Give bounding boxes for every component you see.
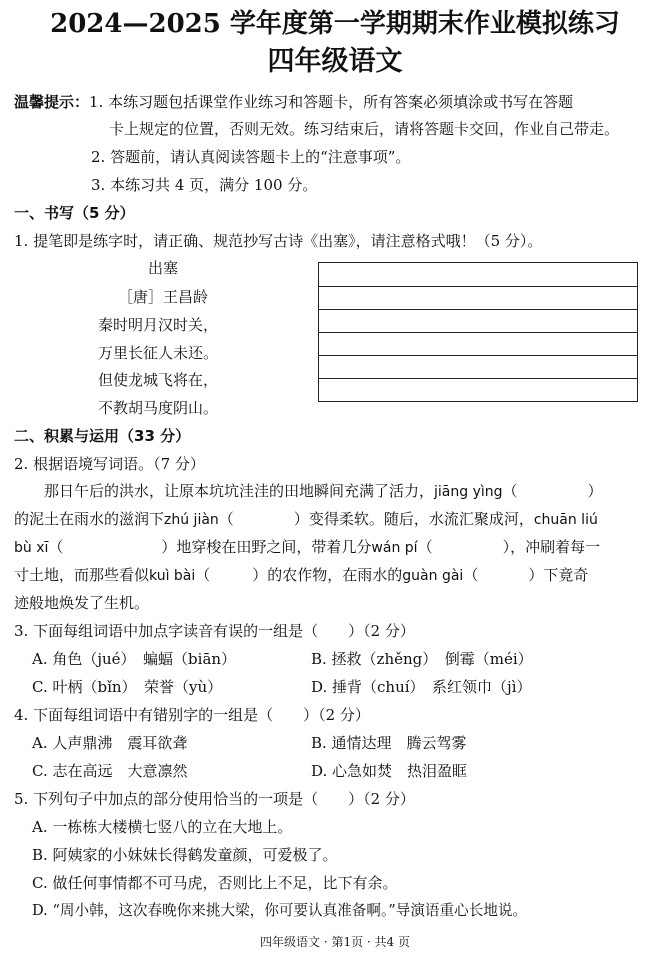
writing-rule xyxy=(319,286,637,287)
writing-rule xyxy=(319,332,637,333)
paren-open: （ xyxy=(502,482,518,500)
option-d[interactable]: D. “周小韩，这次春晚你来挑大梁，你可要认真准备啊。”导演语重心长地说。 xyxy=(32,902,528,919)
poem-author: ［唐］王昌龄 xyxy=(118,288,209,306)
writing-rule xyxy=(319,309,637,310)
option-a[interactable]: A. 角色（jué） 蝙蝠（biān） xyxy=(32,650,237,668)
option-c[interactable]: C. 志在高远 大意凛然 xyxy=(32,762,188,780)
passage-text: ）下竟奇 xyxy=(528,566,589,584)
question-1: 1. 提笔即是练字时，请正确、规范抄写古诗《出塞》，请注意格式哦！（5 分）。 xyxy=(14,232,543,250)
paren-close: ） xyxy=(587,482,603,500)
pinyin-prompt: kuì bài xyxy=(149,568,196,584)
passage-text: 那日午后的洪水，让原本坑坑洼洼的田地瞬间充满了活力， xyxy=(44,482,435,500)
option-c[interactable]: C. 叶柄（bǐn） 荣誉（yù） xyxy=(32,678,223,696)
passage-text: 的泥土在雨水的滋润下 xyxy=(14,510,165,528)
passage-line xyxy=(14,565,588,586)
section-1-heading: 一、书写（5 分） xyxy=(14,204,135,222)
option-b[interactable]: B. 拯救（zhěng） 倒霉（méi） xyxy=(311,650,533,668)
writing-grid[interactable] xyxy=(318,262,638,402)
paren-open: （ xyxy=(218,510,234,528)
paren-open: （ xyxy=(195,566,211,584)
passage-text: ）地穿梭在田野之间，带着几分 xyxy=(161,538,372,556)
tips-item-2: 2. 答题前，请认真阅读答题卡上的“注意事项”。 xyxy=(91,148,411,166)
passage-text: ）的农作物，在雨水的 xyxy=(252,566,403,584)
question-4: 4. 下面每组词语中有错别字的一组是（ ）（2 分） xyxy=(14,706,370,724)
passage-line: 迹般地焕发了生机。 xyxy=(14,594,150,612)
pinyin-prompt: zhú jiàn xyxy=(164,512,219,528)
poem-line: 万里长征人未还。 xyxy=(98,344,219,362)
paren-open: （ xyxy=(417,538,433,556)
question-2: 2. 根据语境写词语。（7 分） xyxy=(14,455,205,473)
pinyin-prompt: guàn gài xyxy=(402,568,464,584)
page-title: 2024—2025 学年度第一学期期末作业模拟练习 xyxy=(50,9,620,39)
option-b[interactable]: B. 通情达理 腾云驾雾 xyxy=(311,734,467,752)
question-5: 5. 下列句子中加点的部分使用恰当的一项是（ ）（2 分） xyxy=(14,790,415,808)
question-3: 3. 下面每组词语中加点字读音有误的一组是（ ）（2 分） xyxy=(14,622,415,640)
passage-text: ）变得柔软。随后，水流汇聚成河， xyxy=(293,510,534,528)
tips-item-1b: 卡上规定的位置，否则无效。练习结束后，请将答题卡交回，作业自己带走。 xyxy=(109,120,620,138)
tips-block xyxy=(14,92,573,112)
poem-line: 但使龙城飞将在， xyxy=(98,371,219,389)
poem-line: 不教胡马度阴山。 xyxy=(98,399,219,417)
page-subtitle: 四年级语文 xyxy=(267,46,403,77)
option-d[interactable]: D. 捶背（chuí） 系红领巾（jì） xyxy=(311,678,532,696)
option-a[interactable]: A. 一栋栋大楼横七竖八的立在大地上。 xyxy=(32,818,293,836)
tips-label: 温馨提示： xyxy=(14,93,90,111)
writing-rule xyxy=(319,378,637,379)
tips-item-1a: 1. 本练习题包括课堂作业练习和答题卡，所有答案必须填涂或书写在答题 xyxy=(89,93,574,111)
passage-line xyxy=(44,481,603,502)
poem-title: 出塞 xyxy=(148,259,179,277)
option-b[interactable]: B. 阿姨家的小妹妹长得鹤发童颜，可爱极了。 xyxy=(32,846,338,864)
pinyin-prompt: bù xī xyxy=(14,540,49,556)
passage-text: ），冲刷着每一 xyxy=(502,538,601,556)
passage-line xyxy=(14,537,600,558)
section-2-heading: 二、积累与运用（33 分） xyxy=(14,427,191,445)
option-d[interactable]: D. 心急如焚 热泪盈眶 xyxy=(311,762,468,780)
option-a[interactable]: A. 人声鼎沸 震耳欲聋 xyxy=(32,734,188,752)
paren-open: （ xyxy=(463,566,479,584)
page-footer: 四年级语文 · 第1页 · 共4 页 xyxy=(260,935,410,949)
pinyin-prompt: chuān liú xyxy=(533,512,598,528)
tips-item-3: 3. 本练习共 4 页，满分 100 分。 xyxy=(91,176,318,194)
passage-text: 寸土地，而那些看似 xyxy=(14,566,150,584)
poem-line: 秦时明月汉时关， xyxy=(98,316,219,334)
writing-rule xyxy=(319,355,637,356)
pinyin-prompt: wán pí xyxy=(371,540,418,556)
option-c[interactable]: C. 做任何事情都不可马虎，否则比上不足，比下有余。 xyxy=(32,874,398,892)
pinyin-prompt: jiāng yìng xyxy=(434,484,503,500)
paren-open: （ xyxy=(48,538,64,556)
passage-line xyxy=(14,509,598,530)
